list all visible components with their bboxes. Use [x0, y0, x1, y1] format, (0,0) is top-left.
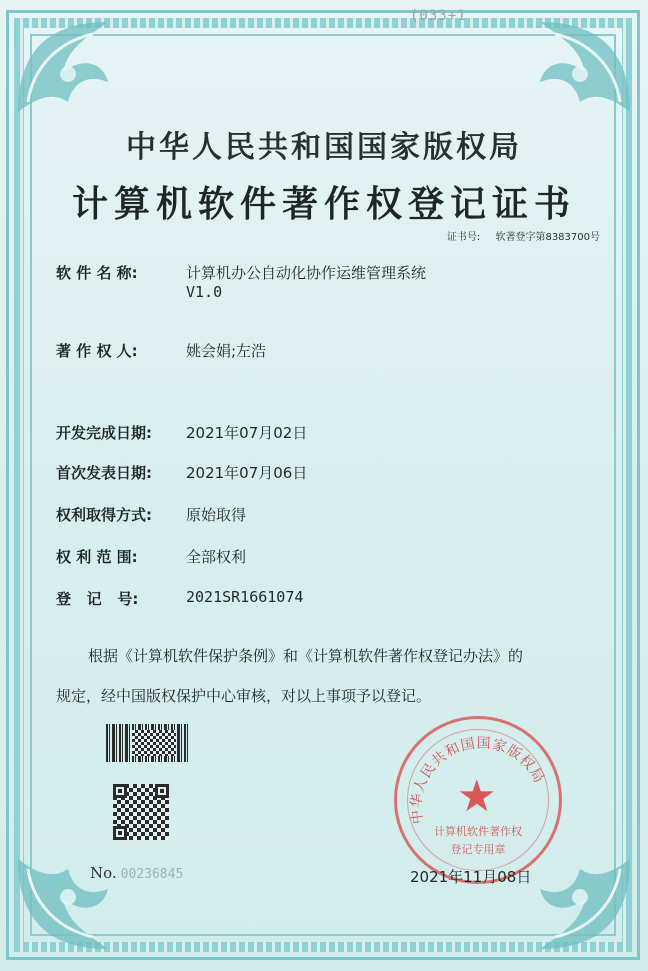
- copyright-owner-value: 姚会娟;左浩: [186, 342, 267, 360]
- rights-scope-label: 权 利 范 围:: [56, 548, 138, 566]
- software-name-value: [186, 262, 426, 301]
- qr-code: [113, 784, 169, 840]
- field-publish-date: [56, 462, 307, 483]
- software-version: V1.0: [186, 283, 223, 301]
- issue-date: 2021年11月08日: [410, 868, 532, 886]
- software-name-label: 软 件 名 称:: [56, 264, 138, 282]
- serial-number: [90, 864, 183, 882]
- seal-line-1: 计算机软件著作权: [434, 825, 522, 838]
- registration-number-label: 登 记 号:: [56, 590, 139, 608]
- statement-line-2: 规定，经中国版权保护中心审核，对以上事项予以登记。: [56, 687, 432, 705]
- official-seal: [394, 716, 562, 884]
- barcode-pattern: [132, 730, 176, 756]
- seal-arc-label: 中华人民共和国国家版权局: [408, 735, 548, 825]
- corner-ornament-top-right: [490, 12, 640, 122]
- qr-finder-pattern: [155, 784, 169, 798]
- certificate-number: [447, 228, 600, 243]
- rights-scope-value: 全部权利: [186, 548, 247, 566]
- field-copyright-owner: [56, 340, 266, 361]
- field-registration-number: [56, 588, 303, 609]
- certificate-title: 计算机软件著作权登记证书: [71, 183, 576, 225]
- issuer-name: 中华人民共和国国家版权局: [126, 130, 522, 165]
- field-software-name: [56, 262, 426, 301]
- publish-date-value: 2021年07月06日: [186, 464, 308, 482]
- acquire-method-label: 权利取得方式:: [56, 506, 152, 524]
- completion-date-value: 2021年07月02日: [186, 424, 308, 442]
- acquire-method-value: 原始取得: [186, 506, 247, 524]
- certificate-number-value: 软著登字第8383700号: [495, 232, 600, 243]
- serial-number-label: No.: [90, 864, 117, 882]
- software-name-line1: 计算机办公自动化协作运维管理系统: [186, 264, 427, 282]
- registration-number-value: 2021SR1661074: [186, 588, 304, 606]
- handwritten-note: (033+1: [410, 8, 467, 24]
- field-completion-date: [56, 422, 307, 443]
- certificate-number-label: 证书号:: [446, 232, 481, 243]
- copyright-owner-label: 著 作 权 人:: [56, 342, 138, 360]
- seal-line-2: 登记专用章: [450, 843, 506, 856]
- corner-ornament-top-left: [8, 12, 158, 122]
- qr-finder-pattern: [113, 784, 127, 798]
- serial-number-value: 00236845: [120, 867, 184, 882]
- field-acquire-method: [56, 504, 246, 525]
- qr-finder-pattern: [113, 826, 127, 840]
- star-icon: ★: [457, 771, 497, 822]
- field-rights-scope: [56, 546, 246, 567]
- statement-line-1: 根据《计算机软件保护条例》和《计算机软件著作权登记办法》的: [88, 647, 524, 665]
- registration-statement: [56, 636, 596, 716]
- completion-date-label: 开发完成日期:: [56, 424, 152, 442]
- publish-date-label: 首次发表日期:: [56, 464, 152, 482]
